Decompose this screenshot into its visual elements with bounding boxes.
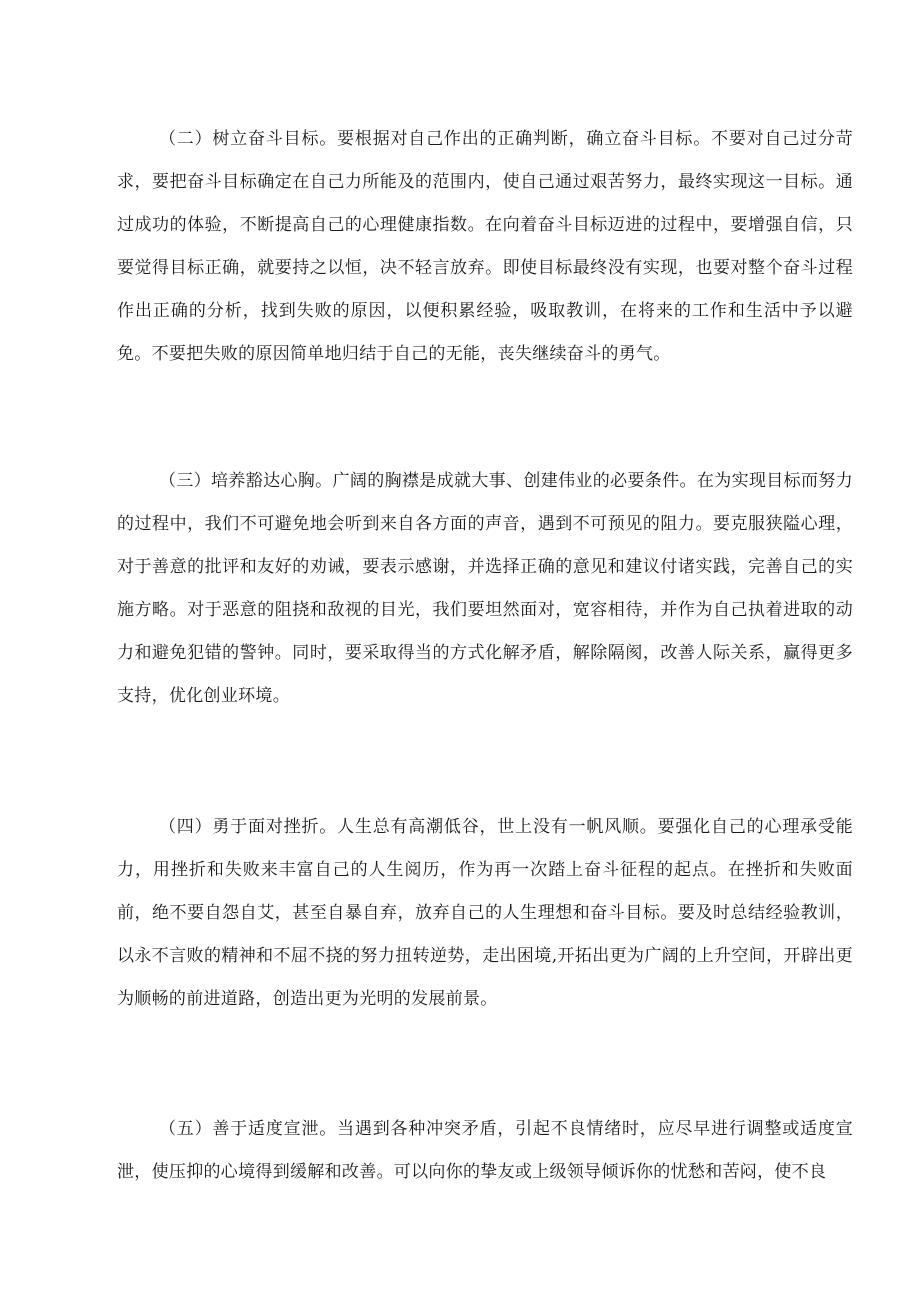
- paragraph-open-mindedness: （三）培养豁达心胸。广阔的胸襟是成就大事、创建伟业的必要条件。在为实现目标而努力的过程中，我们不可避免地会听到来自各方面的声音，遇到不可预见的阻力。要克服狭隘心理，对于善意的批评和友好的劝诫，要表示感谢，并选择正确的意见和建议付诸实践，完善自己的实施方略。对于恶意的阻挠和敌视的目光，我们要坦然面对，宽容相待，并作为自己执着进取的动力和避免犯错的警钟。同时，要采取得当的方式化解矛盾，解除隔阂，改善人际关系，赢得更多支持，优化创业环境。: [117, 471, 853, 706]
- paragraph-goal-setting: （二）树立奋斗目标。要根据对自己作出的正确判断，确立奋斗目标。不要对自己过分苛求，要把奋斗目标确定在自己力所能及的范围内，使自己通过艰苦努力，最终实现这一目标。通过成功的体验，不断提高自己的心理健康指数。在向着奋斗目标迈进的过程中，要增强自信，只要觉得目标正确，就要持之以恒，决不轻言放弃。即使目标最终没有实现，也要对整个奋斗过程作出正确的分析，找到失败的原因，以便积累经验，吸取教训，在将来的工作和生活中予以避免。不要把失败的原因简单地归结于自己的无能，丧失继续奋斗的勇气。: [117, 129, 853, 364]
- paragraph-facing-setbacks: （四）勇于面对挫折。人生总有高潮低谷，世上没有一帆风顺。要强化自己的心理承受能力，用挫折和失败来丰富自己的人生阅历，作为再一次踏上奋斗征程的起点。在挫折和失败面前，绝不要自怨自艾，甚至自暴自弃，放弃自己的人生理想和奋斗目标。要及时总结经验教训，以永不言败的精神和不屈不挠的努力扭转逆势，走出困境,开拓出更为广阔的上升空间，开辟出更为顺畅的前进道路，创造出更为光明的发展前景。: [117, 817, 853, 1009]
- paragraph-emotional-release: （五）善于适度宣泄。当遇到各种冲突矛盾，引起不良情绪时，应尽早进行调整或适度宣泄，使压抑的心境得到缓解和改善。可以向你的挚友或上级领导倾诉你的忧愁和苦闷，使不良: [117, 1119, 853, 1182]
